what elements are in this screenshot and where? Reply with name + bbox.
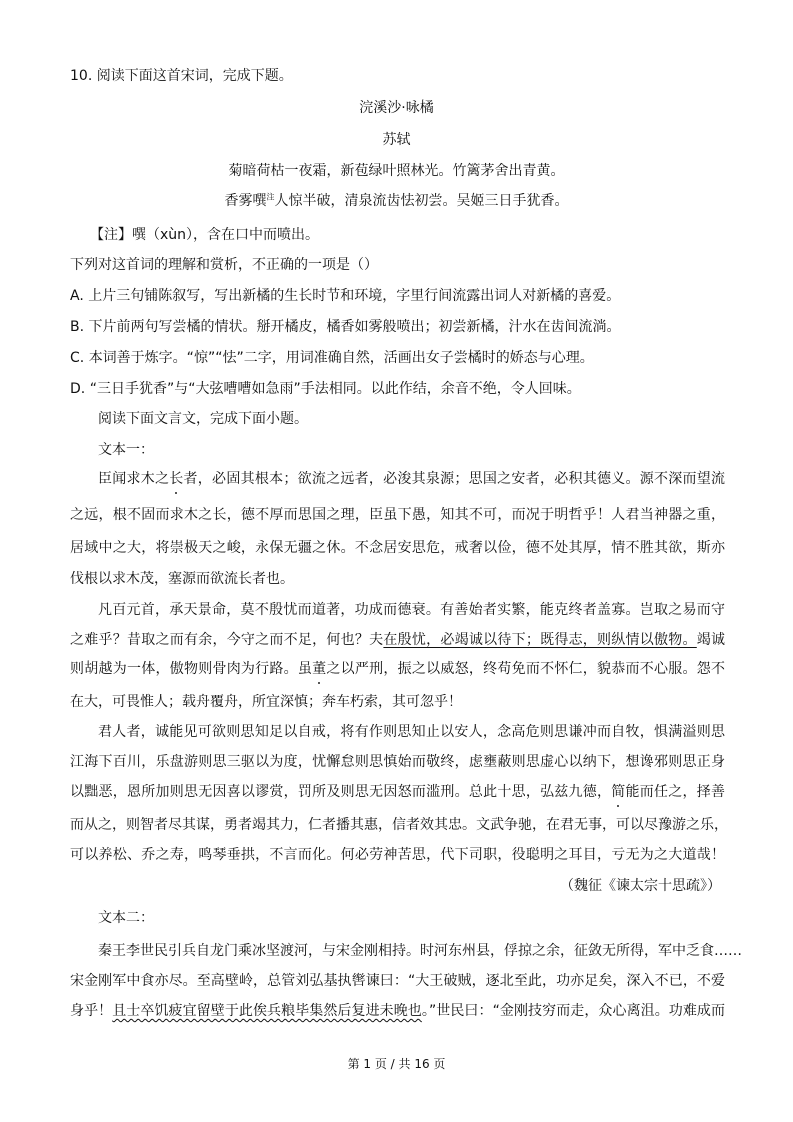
option-label: D.: [70, 381, 86, 397]
p2-line-2: [70, 630, 725, 650]
text: 之难乎？昔取之而有余，今守之而不足，何也？夫: [70, 632, 384, 648]
poem-author: 苏轼: [382, 132, 411, 148]
page-indicator: 第 1 页 / 共 16 页: [347, 1057, 446, 1071]
poem-line-1: 菊暗荷枯一夜霜，新苞绿叶照林光。竹篱茅舍出青黄。: [228, 163, 565, 179]
p2-line-4: 在大，可畏惟人；载舟覆舟，所宜深慎；奔车朽索，其可忽乎！: [70, 694, 462, 710]
option-label: C.: [70, 350, 85, 366]
option-d[interactable]: [70, 379, 725, 399]
classical-intro: 阅读下面文言文，完成下面小题。: [98, 411, 308, 427]
p1-line-2: 之远，根不固而求木之长，德不厚而思国之理，臣虽下愚，知其不可，而况于明哲乎！人君当神器之重，: [70, 507, 725, 523]
option-text: 上片三句铺陈叙写，写出新橘的生长时节和环境，字里行间流露出词人对新橘的喜爱。: [88, 288, 621, 304]
text2-label: 文本二：: [98, 910, 154, 926]
p3-line-5: 可以养松、乔之寿，鸣琴垂拱，不言而化。何必劳神苦思，代下司职，役聪明之耳目，亏无为之大道哉！: [70, 847, 725, 863]
text: 之以严刑，振之以威怒，终苟免而不怀仁，貌恭而不心服。怨不: [326, 661, 726, 677]
p3-line-4: 而从之，则智者尽其谋，勇者竭其力，仁者播其惠，信者效其忠。文武争驰，在君无事，可以尽豫游之乐，: [70, 817, 728, 833]
underlined-sentence: 在殷忧，必竭诚以待下；既得志，则纵情以傲物。: [383, 632, 697, 648]
p3-line-1: 君人者，诚能见可欲则思知足以自戒，将有作则思知止以安人，念高危则思谦冲而自牧，惧满溢则思: [98, 724, 725, 740]
option-b[interactable]: [70, 317, 725, 337]
question-stem: 下列对这首词的理解和赏析，不正确的一项是（）: [70, 257, 378, 273]
p4-line-1: 秦王李世民引兵自龙门乘冰坚渡河，与宋金刚相持。时河东州县，俘掠之余，征敛无所得，军中乏食……: [98, 943, 742, 959]
emphasis-dot-char: 长: [169, 471, 184, 487]
text: 则胡越为一体，傲物则骨肉为行路。虽: [70, 661, 313, 677]
text: 。”世民曰：“金刚技穷而走，众心离沮。功难成而: [421, 1003, 726, 1019]
text: 臣闻求木之: [98, 471, 170, 487]
p1-line-3: 居域中之大，将崇极天之峻，永保无疆之休。不念居安思危，戒奢以俭，德不处其厚，情不胜其欲，斯亦: [70, 540, 725, 556]
poem-line-2-part-a: 香雾噀: [224, 193, 267, 209]
text: 以黜恶，恩所加则思无因喜以谬赏，罚所及则思无因怒而滥刑。总此十思，弘兹九德，: [70, 784, 612, 800]
option-a[interactable]: [70, 286, 725, 306]
poem-title: 浣溪沙·咏橘: [359, 100, 434, 116]
text1-label: 文本一：: [98, 442, 154, 458]
option-label: A.: [70, 288, 84, 304]
note-mark: 注: [266, 192, 275, 202]
wavy-underlined-sentence: 且士卒饥疲宜留壁于此俟兵粮毕集然后复进未晚也: [112, 1003, 422, 1019]
poem-line-2-part-b: 人惊半破，清泉流齿怯初尝。吴姬三日手犹香。: [274, 193, 569, 209]
p3-line-2: 江海下百川，乐盘游则思三驱以为度，忧懈怠则思慎始而敬终，虑壅蔽则思虚心以纳下，想谗邪则思正身: [70, 754, 725, 770]
p4-line-2: 宋金刚军中食亦尽。至高壁岭，总管刘弘基执辔谏曰：“大王破贼，逐北至此，功亦足矣，深入不已，不爱: [70, 973, 725, 989]
p4-line-3: [70, 1001, 725, 1021]
text: 者，必固其根本；欲流之远者，必浚其泉源；思国之安者，必积其德义。源不深而望流: [183, 471, 726, 487]
source-citation: （魏征《谏太宗十思疏》）: [560, 878, 721, 894]
question-prompt: 10. 阅读下面这首宋词，完成下题。: [70, 68, 293, 84]
p3-line-3: [70, 782, 725, 802]
option-c[interactable]: [70, 348, 725, 368]
p1-line-1: [98, 469, 725, 489]
p2-line-3: [70, 659, 725, 679]
p2-line-1: 凡百元首，承天景命，莫不殷忧而道著，功成而德衰。有善始者实繁，能克终者盖寡。岂取之易而守: [98, 602, 725, 618]
option-text: “三日手犹香”与“大弦嘈嘈如急雨”手法相同。以此作结，余音不绝，令人回味。: [89, 381, 581, 397]
text: 竭诚: [696, 632, 726, 648]
poem-note: 【注】噀（xùn），含在口中而喷出。: [90, 227, 320, 243]
emphasis-dot-char: 董: [312, 661, 327, 677]
text: 身乎！: [70, 1003, 113, 1019]
text: 能而任之，择善: [625, 784, 726, 800]
option-label: B.: [70, 319, 85, 335]
option-text: 本词善于炼字。“惊”“怯”二字，用词准确自然，活画出女子尝橘时的娇态与心理。: [88, 350, 594, 366]
option-text: 下片前两句写尝橘的情状。掰开橘皮，橘香如雾般喷出；初尝新橘，汁水在齿间流淌。: [88, 319, 621, 335]
p1-line-4: 伐根以求木茂，塞源而欲流长者也。: [70, 571, 294, 587]
poem-line-2: [0, 191, 793, 211]
emphasis-dot-char: 简: [611, 784, 626, 800]
